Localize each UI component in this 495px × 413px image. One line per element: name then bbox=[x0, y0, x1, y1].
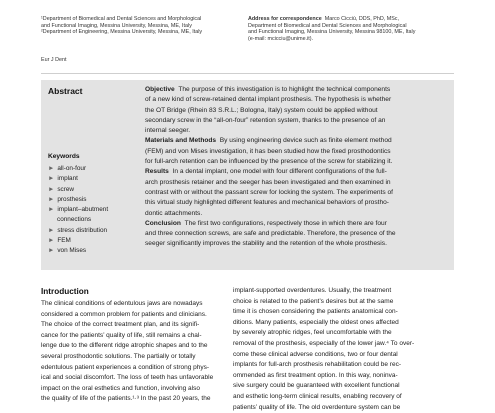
keyword-item: ► prosthesis bbox=[48, 195, 87, 203]
body-line: edentulous patient experiences a condition of strong phys- bbox=[41, 363, 210, 371]
body-line: come these clinical adverse conditions, two or four dental bbox=[233, 350, 398, 358]
keyword-item: ► implant–abutment bbox=[48, 206, 109, 214]
body-line: impact on the oral esthetics and function, involving also bbox=[41, 384, 200, 392]
body-line: The clinical conditions of edentulous jaws are nowadays bbox=[41, 300, 203, 307]
affiliation-line: and Functional Imaging, Messina University, Messina, ME, Italy bbox=[41, 22, 192, 29]
body-line: by severely atrophic ridges, feel uncomfortable with the bbox=[233, 329, 392, 337]
introduction-left-column bbox=[41, 299, 231, 405]
keywords-heading: Keywords bbox=[48, 153, 80, 160]
abstract-line: (FEM) and von Mises investigation, it has been studied how the fixed prosthodontics bbox=[145, 147, 391, 155]
keywords-list bbox=[48, 164, 143, 257]
abstract-line: arch prosthesis retainer and the seeger has been investigated and then examined in bbox=[145, 178, 391, 186]
affiliation-line: ¹Department of Biomedical and Dental Sciences and Morphological bbox=[41, 16, 202, 22]
keyword-item-continued: connections bbox=[57, 216, 92, 224]
body-line: time it is chosen considering the patients anatomical con- bbox=[233, 308, 398, 316]
body-line: ditions. Many patients, especially the oldest ones affected bbox=[233, 318, 399, 326]
results-label: Results bbox=[145, 168, 169, 176]
body-line: patients’ quality of life. The old overdenture system can be bbox=[233, 403, 401, 411]
journal-name: Eur J Dent bbox=[41, 57, 67, 63]
body-line: several prosthodontic solutions. The partially or totally bbox=[41, 352, 196, 360]
abstract-line: and three connection screws, are safe and predictable. Therefore, the presence of the bbox=[145, 230, 396, 238]
body-line: lenge due to the different ridge atrophic shapes and to the bbox=[41, 342, 208, 350]
body-line: the quality of life of the patients.¹·³ In the past 20 years, the bbox=[41, 395, 211, 403]
keyword-item: ► stress distribution bbox=[48, 226, 108, 234]
objective-label: Objective bbox=[145, 86, 175, 93]
abstract-line: seeger significantly improves the stability and the retention of the whole prosthesis. bbox=[145, 240, 387, 248]
abstract-line: The first two configurations, respectively those in which there are four bbox=[184, 219, 387, 227]
abstract-line: internal seeger. bbox=[145, 127, 191, 135]
methods-label: Materials and Methods bbox=[145, 137, 217, 145]
affiliations bbox=[41, 16, 231, 36]
body-line: The choice of the correct treatment plan, and its signifi- bbox=[41, 321, 200, 329]
abstract-line: this virtual study highlighted different features and mechanical behaviors of prostho- bbox=[145, 199, 389, 207]
introduction-heading: Introduction bbox=[41, 287, 89, 296]
keyword-item: ► all-on-four bbox=[48, 165, 87, 172]
affiliation-line: ²Department of Engineering, Messina University, Messina, ME, Italy bbox=[41, 29, 203, 36]
correspondence-line: (e-mail: mcicciu@unime.it). bbox=[248, 35, 314, 42]
keyword-item: ► implant bbox=[48, 175, 78, 183]
body-line: sive surgery could be guaranteed with excellent functional bbox=[233, 382, 400, 390]
body-line: removal of the prosthesis, especially of the lower jaw.⁴ To over- bbox=[233, 339, 415, 347]
body-line: choice is related to the patient’s desires but at the same bbox=[233, 297, 394, 305]
abstract-line: the OT Bridge (Rhein 83 S.R.L.; Bologna, Italy) system could be applied without bbox=[145, 106, 378, 114]
abstract-line: In a dental implant, one model with four different configurations of the full- bbox=[172, 168, 387, 176]
abstract-line: By using engineering device such as finite element method bbox=[219, 137, 392, 145]
body-line: implant-supported overdentures. Usually, the treatment bbox=[233, 287, 392, 294]
body-line: ommended as first treatment option. In this way, noninva- bbox=[233, 371, 398, 379]
body-line: cance for the patients’ quality of life, still remains a chal- bbox=[41, 331, 202, 339]
correspondence-line: Department of Biomedical and Dental Sciences and Morphological bbox=[248, 22, 407, 29]
abstract-line: The purpose of this investigation is to highlight the technical components bbox=[178, 86, 391, 93]
abstract-line: contrast with or without the passant screw for locking the system. The experiments of bbox=[145, 188, 393, 196]
header-divider bbox=[41, 73, 454, 74]
correspondence-line: Marco Cicciù, DDS, PhD, MSc, bbox=[324, 16, 399, 22]
abstract-line: secondary screw in the “all-on-four” retention system, thanks to the presence of an bbox=[145, 116, 386, 124]
correspondence-line: and Functional Imaging, Messina University, Messina 98100, ME, Italy bbox=[248, 29, 416, 36]
correspondence-label: Address for correspondence bbox=[248, 16, 322, 22]
keyword-item: ► von Mises bbox=[48, 247, 87, 255]
body-line: considered a common problem for patients and clinicians. bbox=[41, 310, 207, 318]
keyword-item: ► FEM bbox=[48, 237, 71, 245]
abstract-line: for full-arch retention can be influenced by the presence of the screw for stabilizing it. bbox=[145, 158, 393, 166]
body-line: and esthetic long-term clinical results, enabling recovery of bbox=[233, 392, 402, 400]
abstract-body bbox=[145, 85, 446, 250]
abstract-heading: Abstract bbox=[48, 86, 83, 96]
conclusion-label: Conclusion bbox=[145, 219, 181, 227]
body-line: ical and social discomfort. The loss of teeth has unfavorable bbox=[41, 374, 214, 382]
keyword-item: ► screw bbox=[48, 185, 75, 193]
abstract-line: dontic attachments. bbox=[145, 209, 203, 217]
body-line: implants for full-arch prosthesis rehabilitation could be rec- bbox=[233, 361, 401, 369]
introduction-right-column bbox=[233, 286, 458, 413]
abstract-line: of a new kind of screw-retained dental implant prosthesis. The hypothesis is whether bbox=[145, 96, 392, 104]
correspondence-block bbox=[248, 16, 463, 42]
